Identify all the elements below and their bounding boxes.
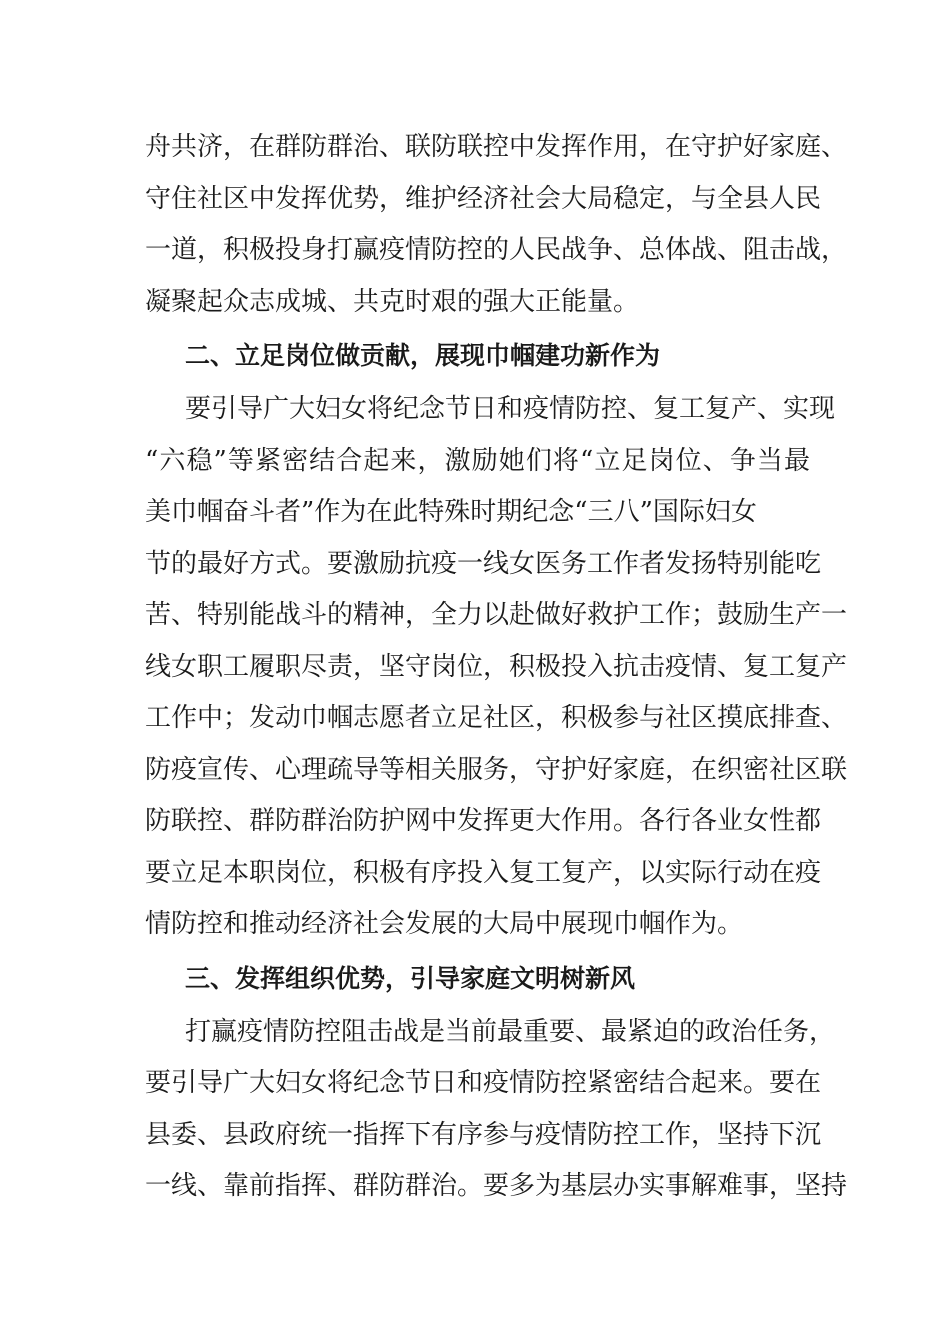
text-line: 防疫宣传、心理疏导等相关服务，守护好家庭，在织密社区联	[145, 754, 848, 785]
text-line: 情防控和推动经济社会发展的大局中展现巾帼作为。	[145, 909, 744, 939]
text-line: 线女职工履职尽责，坚守岗位，积极投入抗击疫情、复工复产	[145, 651, 848, 682]
text-line: 要引导广大妇女将纪念节日和疫情防控紧密结合起来。要在	[145, 1068, 822, 1098]
text-line: 一道，积极投身打赢疫情防控的人民战争、总体战、阻击战，	[145, 235, 848, 265]
text-line: 凝聚起众志成城、共克时艰的强大正能量。	[145, 286, 640, 317]
paragraph-section-2	[145, 384, 848, 951]
paragraph-section-3	[145, 1007, 848, 1213]
text-line: 一线、靠前指挥、群防群治。要多为基层办实事解难事，坚持	[145, 1171, 848, 1201]
text-line: 工作中；发动巾帼志愿者立足社区，积极参与社区摸底排查、	[145, 703, 848, 733]
text-line: 美巾帼奋斗者”作为在此特殊时期纪念“三八”国际妇女	[145, 497, 757, 527]
text-line: 舟共济，在群防群治、联防联控中发挥作用，在守护好家庭、	[145, 132, 848, 162]
text-line: 苦、特别能战斗的精神，全力以赴做好救护工作；鼓励生产一	[145, 600, 848, 630]
text-line: 打赢疫情防控阻击战是当前最重要、最紧迫的政治任务，	[185, 1016, 836, 1047]
text-line: 守住社区中发挥优势，维护经济社会大局稳定，与全县人民	[145, 183, 822, 214]
paragraph-continuation	[145, 122, 848, 328]
section-heading-3: 三、发挥组织优势，引导家庭文明树新风	[185, 963, 636, 993]
text-line: 县委、县政府统一指挥下有序参与疫情防控工作，坚持下沉	[145, 1119, 822, 1150]
text-line: 要引导广大妇女将纪念节日和疫情防控、复工复产、实现	[185, 394, 836, 424]
document-page	[145, 122, 848, 1213]
section-heading-2: 二、立足岗位做贡献，展现巾帼建功新作为	[185, 341, 661, 370]
text-line: “六稳”等紧密结合起来，激励她们将“立足岗位、争当最	[145, 445, 810, 476]
text-line: 防联控、群防群治防护网中发挥更大作用。各行各业女性都	[145, 806, 822, 836]
text-line: 节的最好方式。要激励抗疫一线女医务工作者发扬特别能吃	[145, 548, 822, 579]
text-line: 要立足本职岗位，积极有序投入复工复产，以实际行动在疫	[145, 857, 822, 888]
